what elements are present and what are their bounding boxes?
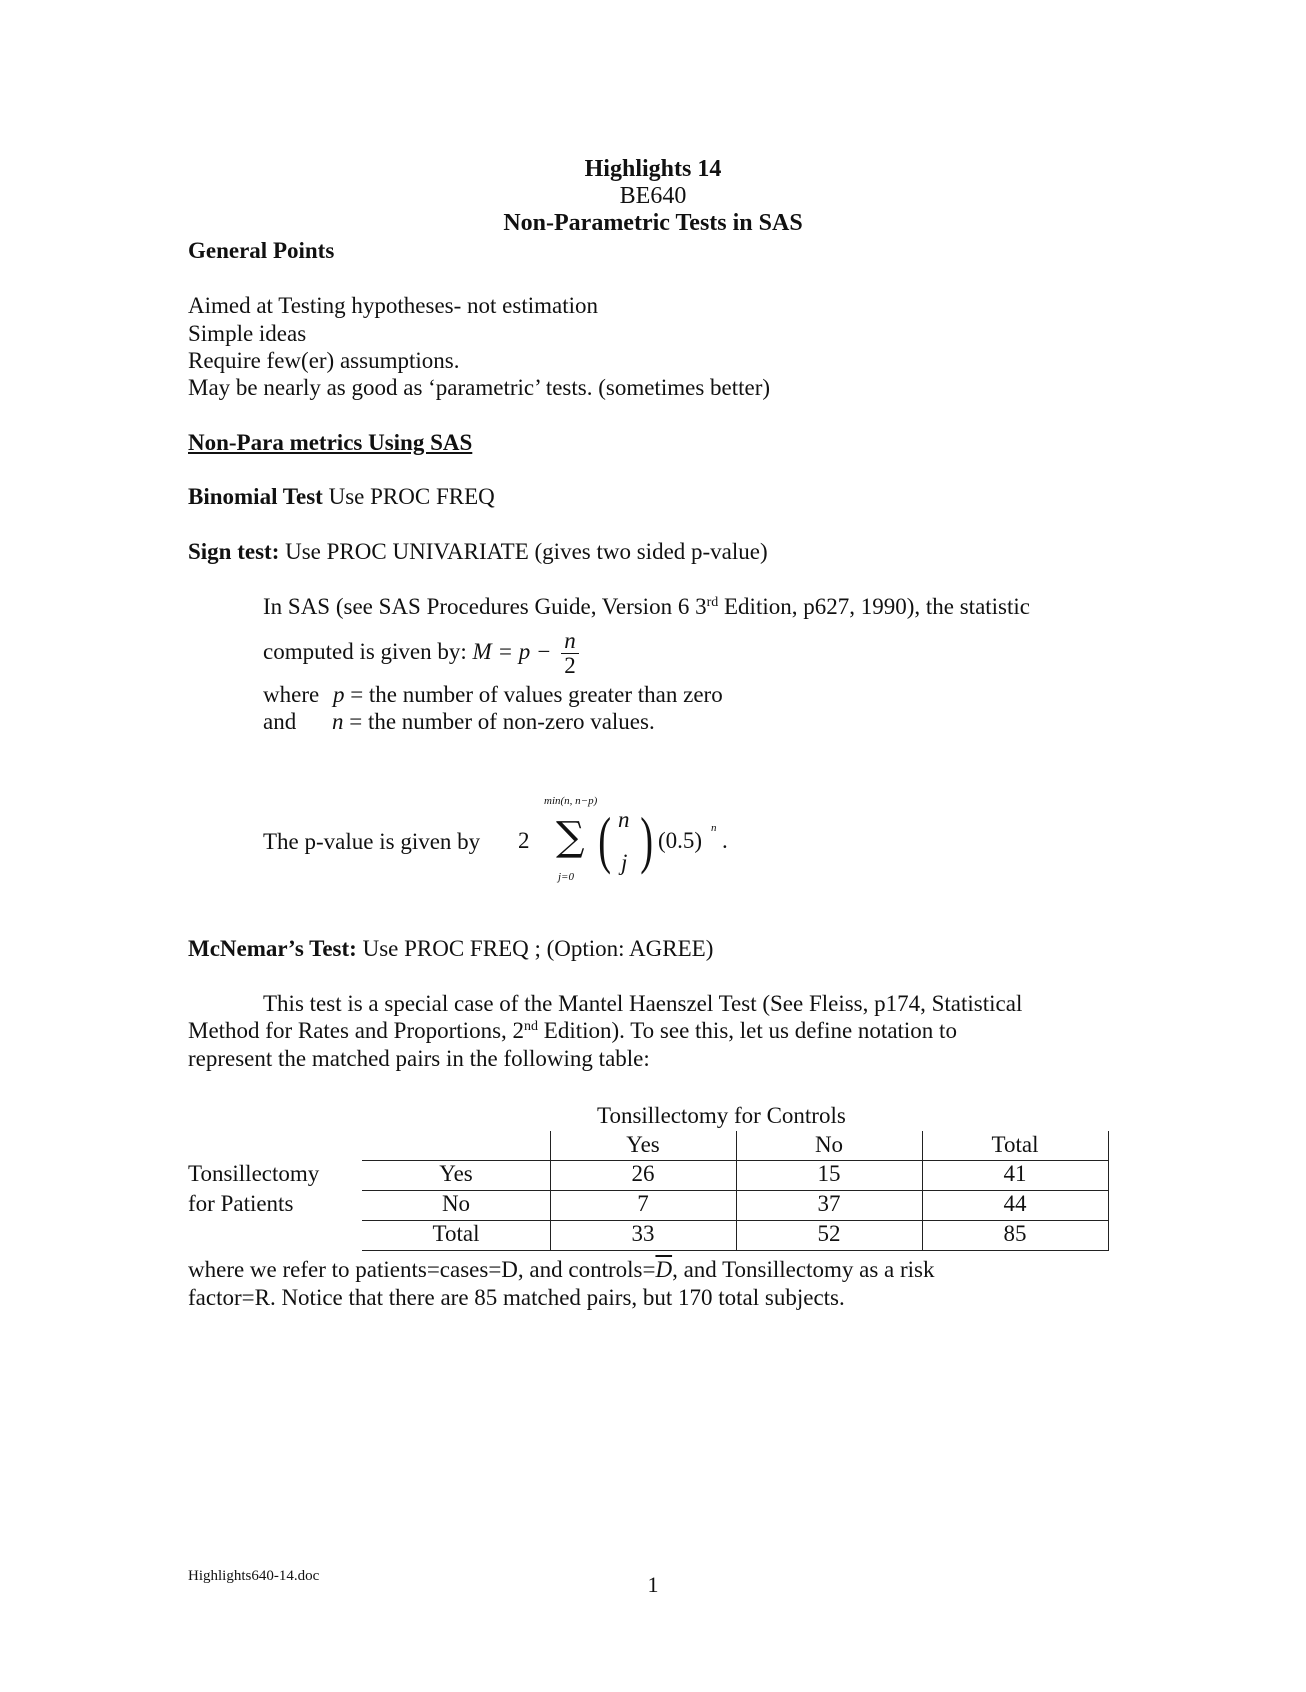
general-point-2: Simple ideas	[188, 321, 307, 346]
formula-lhs: M = p −	[472, 639, 552, 664]
general-point-1: Aimed at Testing hypotheses- not estimation	[188, 293, 598, 318]
sign-desc-sup: rd	[706, 595, 719, 610]
binom-bottom: j	[621, 850, 628, 875]
cell-yes-no: 15	[817, 1161, 841, 1186]
doc-subtitle: Non-Parametric Tests in SAS	[503, 210, 803, 236]
cell-grand-total: 85	[1003, 1221, 1027, 1246]
where-text: = the number of values greater than zero	[344, 682, 723, 707]
mcnemar-text: Use PROC FREQ ; (Option: AGREE)	[356, 936, 714, 961]
power-base: (0.5)	[658, 828, 703, 853]
cell-yes-yes: 26	[631, 1161, 655, 1186]
sign-test-desc-line1	[263, 593, 1030, 621]
row-label-yes: Yes	[439, 1161, 473, 1186]
mcnemar-para-line2	[188, 1017, 957, 1045]
para2-text-a: Method for Rates and Proportions, 2	[188, 1018, 525, 1043]
binomial-test-label: Binomial Test	[188, 484, 323, 509]
where-p-line	[263, 681, 723, 709]
mcnemar-label: McNemar’s Test:	[188, 936, 357, 961]
cell-total-no: 52	[817, 1221, 841, 1246]
para2-sup: nd	[524, 1019, 539, 1034]
formula-intro: computed is given by:	[263, 639, 473, 664]
row-group-header-line2: for Patients	[188, 1191, 294, 1216]
and-var: n	[331, 709, 344, 734]
col-header-yes: Yes	[626, 1132, 660, 1157]
table-divider	[1108, 1131, 1109, 1251]
footer-filename: Highlights640-14.doc	[188, 1568, 320, 1584]
formula-period: .	[722, 828, 728, 853]
after-table-line2: factor=R. Notice that there are 85 matched pairs, but 170 total subjects.	[188, 1285, 845, 1310]
mcnemar-test-line	[188, 935, 713, 963]
after-text-a: where we refer to patients=cases=D, and controls=	[188, 1257, 656, 1282]
and-n-line	[263, 708, 655, 736]
general-point-4: May be nearly as good as ‘parametric’ tests. (sometimes better)	[188, 375, 771, 400]
mcnemar-para-line3: represent the matched pairs in the following table:	[188, 1046, 650, 1071]
formula-fraction	[561, 629, 579, 678]
table-rule	[362, 1160, 1108, 1161]
where-word: where	[263, 682, 320, 707]
pvalue-formula	[518, 795, 758, 895]
row-group-header-line1: Tonsillectomy	[188, 1161, 320, 1186]
binom-top: n	[618, 807, 630, 832]
d-bar-symbol: $\overline{D}$	[655, 1257, 673, 1282]
col-header-total: Total	[991, 1132, 1039, 1157]
sign-test-label: Sign test:	[188, 539, 280, 564]
after-table-line1	[188, 1256, 935, 1284]
and-text: = the number of non-zero values.	[343, 709, 655, 734]
sum-coefficient: 2	[518, 828, 530, 853]
sign-test-text: Use PROC UNIVARIATE (gives two sided p-value)	[279, 539, 768, 564]
row-label-total: Total	[432, 1221, 480, 1246]
table-column-group-header: Tonsillectomy for Controls	[597, 1103, 846, 1128]
after-text-b: , and Tonsillectomy as a risk	[672, 1257, 935, 1282]
doc-title: Highlights 14	[584, 156, 722, 182]
where-var: p	[332, 682, 345, 707]
cell-no-no: 37	[817, 1191, 841, 1216]
sign-test-formula-line	[263, 626, 579, 678]
cell-no-total: 44	[1003, 1191, 1027, 1216]
binom-paren-right: )	[640, 804, 654, 875]
fraction-numerator: n	[561, 629, 579, 654]
table-rule	[362, 1220, 1108, 1221]
para2-text-b: Edition). To see this, let us define notation to	[538, 1018, 957, 1043]
cell-yes-total: 41	[1003, 1161, 1027, 1186]
sum-lower-limit: j=0	[558, 871, 574, 883]
binom-paren-left: (	[598, 804, 612, 875]
power-exponent: n	[711, 822, 717, 834]
fraction-denominator: 2	[564, 653, 576, 679]
general-points-heading: General Points	[188, 238, 335, 263]
table-divider	[550, 1131, 551, 1251]
pvalue-intro: The p-value is given by	[263, 829, 481, 854]
and-word: and	[263, 709, 297, 734]
course-code: BE640	[619, 183, 687, 209]
sas-section-heading: Non-Para metrics Using SAS	[188, 430, 473, 455]
binomial-test-line	[188, 483, 495, 511]
col-header-no: No	[814, 1132, 844, 1157]
cell-total-yes: 33	[631, 1221, 655, 1246]
table-rule	[362, 1190, 1108, 1191]
mcnemar-para-line1: This test is a special case of the Mantel Haenszel Test (See Fleiss, p174, Statistical	[263, 991, 1023, 1016]
table-rule	[362, 1250, 1108, 1251]
page-number: 1	[647, 1572, 659, 1597]
cell-no-yes: 7	[637, 1191, 649, 1216]
sign-test-line	[188, 538, 768, 566]
table-divider	[736, 1131, 737, 1251]
general-point-3: Require few(er) assumptions.	[188, 348, 460, 373]
sum-symbol: ∑	[556, 814, 585, 860]
binomial-test-text: Use PROC FREQ	[322, 484, 495, 509]
table-divider	[922, 1131, 923, 1251]
sign-desc-text-b: Edition, p627, 1990), the statistic	[718, 594, 1030, 619]
sign-desc-text-a: In SAS (see SAS Procedures Guide, Version 6 3	[263, 594, 707, 619]
row-label-no: No	[441, 1191, 471, 1216]
sum-upper-limit: min(n, n−p)	[544, 795, 598, 807]
